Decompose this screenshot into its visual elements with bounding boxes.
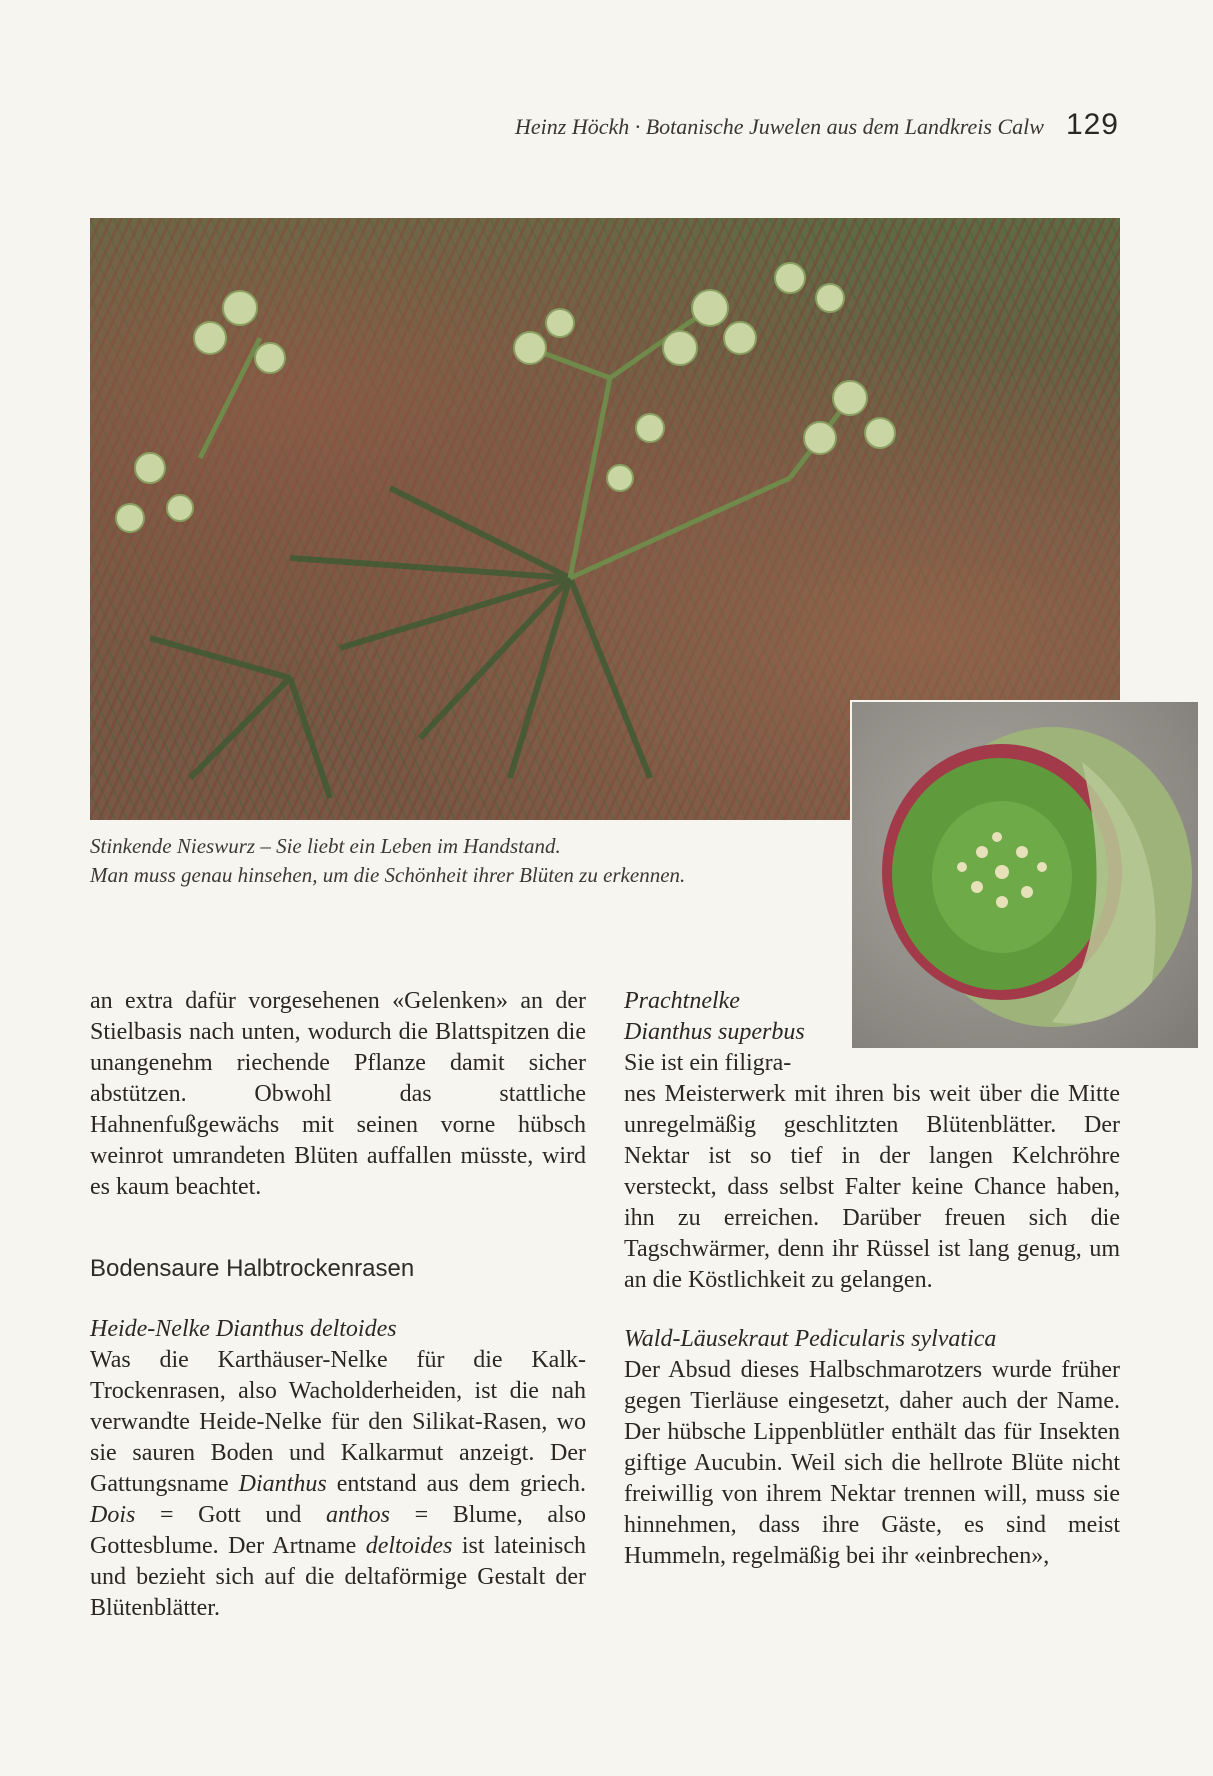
heide-nelke-title: Heide-Nelke Dianthus deltoides [90,1316,397,1342]
heide-nelke-paragraph: Was die Karthäuser-Nelke für die Kalk-Trockenrasen, also Wacholderheiden, ist die nah verwandte Heide-Nelke für den Silikat-Rasen, wo sie sauren Boden und Kalkarmut anzeigt. Der Gattungsname Dianthus entstand aus dem griech. Dois = Gott und anthos = Blume, also Gottesblume. Der Artname deltoides ist lateinisch und bezieht sich auf die deltaförmige Gestalt der Blütenblätter. [90,1347,586,1621]
photo-caption [90,832,830,890]
prachtnelke-title: Prachtnelke [624,988,740,1014]
running-header [515,108,1119,142]
caption-line-1: Stinkende Nieswurz – Sie liebt ein Leben im Handstand. [90,834,561,858]
running-title: Heinz Höckh · Botanische Juwelen aus dem Landkreis Calw [515,114,1044,139]
prachtnelke-latin: Dianthus superbus [624,1019,805,1045]
prachtnelke-lead: Sie ist ein filigra- [624,1050,792,1076]
caption-line-2: Man muss genau hinsehen, um die Schönheit ihrer Blüten zu erkennen. [90,863,686,887]
right-column [624,986,1120,1572]
intro-paragraph: an extra dafür vorgesehenen «Gelenken» an der Stielbasis nach unten, wodurch die Blattspitzen die unangenehm riechende Pflanze damit sicher abstützen. Obwohl das stattliche Hahnenfußgewächs mit seinen vorne hübsch weinrot umrandeten Blüten auffallen müsste, wird es kaum beachtet. [90,988,586,1200]
section-heading: Bodensaure Halbtrockenrasen [90,1255,415,1282]
page-number: 129 [1065,108,1119,141]
wald-laeusekraut-title: Wald-Läusekraut Pedicularis sylvatica [624,1326,997,1352]
left-column [90,986,586,1624]
prachtnelke-paragraph: nes Meisterwerk mit ihren bis weit über die Mitte unregelmäßig geschlitzten Blütenblätter. Der Nektar ist so tief in der langen Kelchröhre versteckt, dass selbst Falter keine Chance haben, ihn zu erreichen. Darüber freuen sich die Tagschwärmer, denn ihr Rüssel ist lang genug, um an die Köstlichkeit zu gelangen. [624,1081,1120,1293]
wald-laeusekraut-paragraph: Der Absud dieses Halbschmarotzers wurde früher gegen Tierläuse eingesetzt, daher auch der Name. Der hübsche Lippenblütler enthält das für Insekten giftige Aucubin. Weil sich die hellrote Blüte nicht freiwillig von ihrem Nektar trennen will, muss sie hinnehmen, dass ihre Gäste, es sind meist Hummeln, regelmäßig bei ihr «einbrechen», [624,1357,1120,1569]
